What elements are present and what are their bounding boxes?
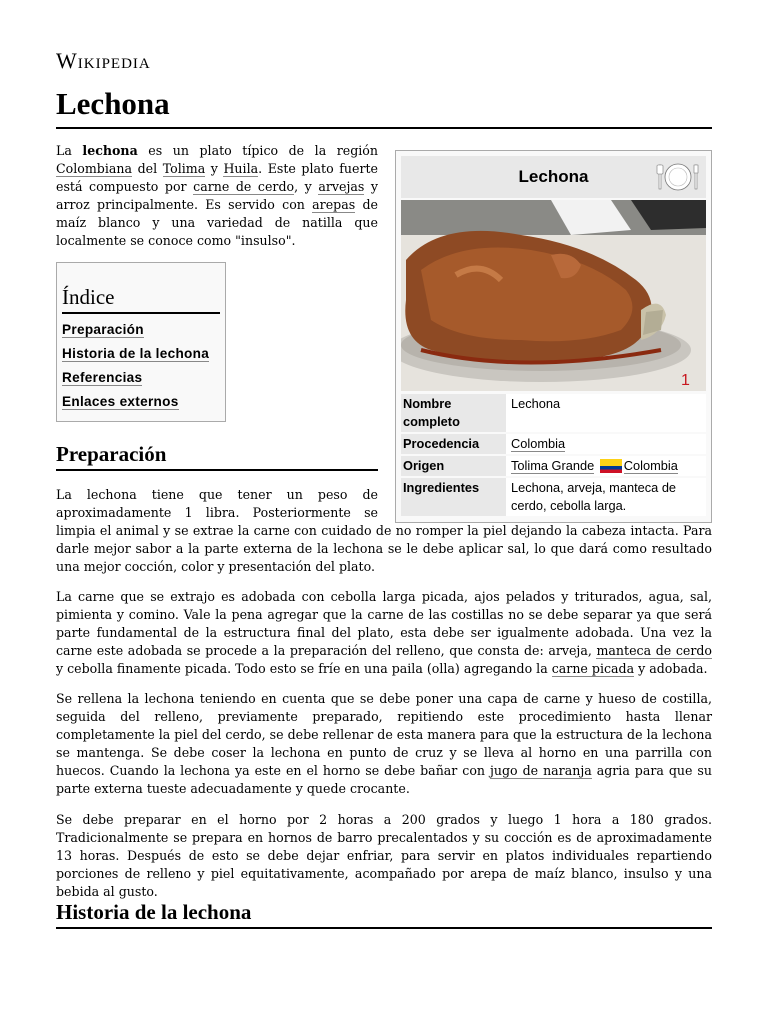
link-tolima[interactable]: Tolima — [162, 161, 206, 176]
link-arvejas[interactable]: arvejas — [318, 179, 365, 194]
infobox-title-bar — [401, 156, 706, 198]
infobox — [395, 150, 712, 523]
table-of-contents — [56, 262, 226, 422]
paragraph-2: La carne que se extrajo es adobada con cebolla larga picada, ajos pelados y triturados, agua, sal, pimienta y comino. Vale la pena agregar que la carne de las costillas no se debe separar ya que será parte fundamental de la estructura final del plato, esta debe ser igualmente adobada. Una vez la carne este adobada se procede a la preparación del relleno, que consta de: arveja, manteca de cerdo y cebolla finamente picada. Todo esto se fríe en una paila (olla) agregando la carne picada y adobada. — [56, 589, 713, 676]
link-arepas[interactable]: arepas — [312, 197, 356, 212]
paragraph-4: Se debe preparar en el horno por 2 horas a 200 grados y luego 1 hora a 180 grados. Tradicionalmente se prepara en hornos de barro precalentados y su cocción es de aproximadamente 13 horas. Después de esto se debe dejar enfriar, para servir en platos individuales repartiendo porciones de relleno y piel equitativamente, acompañado por arepa de maíz blanco, insulso y una bebida al gusto. — [56, 812, 712, 899]
toc-heading: Índice — [62, 285, 220, 314]
lead-paragraph: La lechona es un plato típico de la región Colombiana del Tolima y Huila. Este plato fuerte está compuesto por carne de cerdo, y arvejas y arroz principalmente. Es servido con arepas de maíz blanco y una variedad de natilla que localmente se conoce como "insulso". — [56, 143, 379, 248]
toc-item-preparacion[interactable]: Preparación — [62, 322, 144, 337]
toc-item-historia[interactable]: Historia de la lechona — [62, 346, 210, 361]
section-heading-historia: Historia de la lechona — [56, 900, 712, 929]
infobox-title: Lechona — [518, 167, 589, 186]
infobox-row-origen: Origen Tolima Grande Colombia — [401, 456, 706, 476]
link-manteca-de-cerdo[interactable]: manteca de cerdo — [596, 643, 713, 658]
infobox-row-procedencia: Procedencia Colombia — [401, 434, 706, 454]
link-colombia[interactable]: Colombia — [511, 436, 566, 451]
svg-text:1: 1 — [681, 372, 690, 389]
section-heading-preparacion: Preparación — [56, 442, 378, 471]
infobox-row-nombre: Nombre completo Lechona — [401, 394, 706, 432]
link-tolima-grande[interactable]: Tolima Grande — [511, 458, 595, 473]
link-jugo-de-naranja[interactable]: jugo de naranja — [489, 763, 592, 778]
toc-item-enlaces-externos[interactable]: Enlaces externos — [62, 394, 179, 409]
link-colombia-origen[interactable]: Colombia — [623, 458, 678, 473]
colombia-flag-icon — [600, 459, 622, 473]
plate-cutlery-icon — [656, 162, 700, 192]
paragraph-1: La lechona tiene que tener un peso de aproximadamente 1 libra. Posteriormente se limpia el animal y se extrae la carne con cuidado de no romper la piel dejando la cabeza intacta. Para darle mejor sabor a la parte externa de la lechona se le debe aplicar sal, lo que dará como resultado una mejor cocción, color y presentación del plato. — [56, 487, 712, 574]
link-carne-de-cerdo[interactable]: carne de cerdo — [193, 179, 295, 194]
link-carne-picada[interactable]: carne picada — [551, 661, 635, 676]
paragraph-3: Se rellena la lechona teniendo en cuenta que se debe poner una capa de carne y hueso de costilla, seguida del relleno, previamente preparado, repitiendo este procedimiento hasta llenar completamente la piel del cerdo, se debe rellenar de esta manera para que la estructura de la lechona se mantenga. Se debe coser la lechona en punto de cruz y se lleva al horno en una parrilla con huecos. Cuando la lechona ya este en el horno se debe bañar con jugo de naranja agria para que su parte externa tueste adecuadamente y quede crocante. — [56, 691, 712, 796]
lechona-photo[interactable] — [401, 200, 706, 391]
wikipedia-wordmark[interactable]: Wikipedia — [56, 48, 151, 73]
toc-item-referencias[interactable]: Referencias — [62, 370, 143, 385]
page-title: Lechona — [56, 84, 712, 129]
infobox-row-ingredientes: Ingredientes Lechona, arveja, manteca de cerdo, cebolla larga. — [401, 478, 706, 516]
link-huila[interactable]: Huila — [223, 161, 259, 176]
link-colombiana[interactable]: Colombiana — [56, 161, 132, 176]
